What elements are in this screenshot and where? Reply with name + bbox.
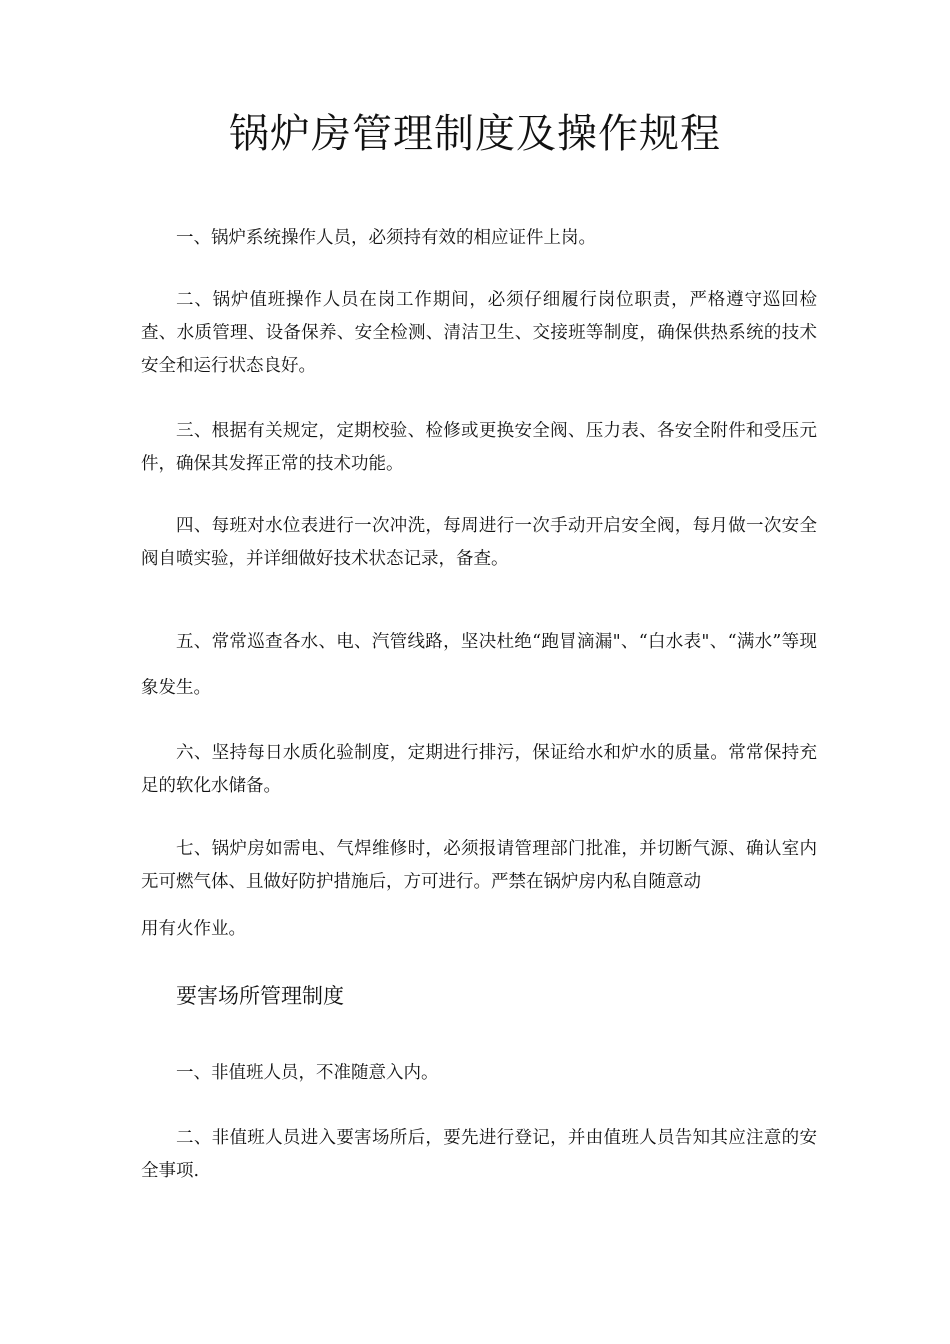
key-area-paragraph-1: 一、非值班人员，不准随意入内。 — [176, 1063, 439, 1083]
rule-paragraph-7-continued: 用有火作业。 — [141, 919, 246, 939]
rule-paragraph-3: 三、根据有关规定，定期校验、检修或更换安全阀、压力表、各安全附件和受压元件，确保其发挥正常的技术功能。 — [141, 421, 817, 474]
key-area-paragraph-2: 二、非值班人员进入要害场所后，要先进行登记，并由值班人员告知其应注意的安全事项. — [141, 1128, 817, 1181]
rule-paragraph-1: 一、锅炉系统操作人员，必须持有效的相应证件上岗。 — [176, 228, 596, 248]
rule-paragraph-7: 七、锅炉房如需电、气焊维修时，必须报请管理部门批准，并切断气源、确认室内无可燃气体、且做好防护措施后，方可进行。严禁在锅炉房内私自随意动 — [141, 839, 817, 892]
rule-paragraph-4: 四、每班对水位表进行一次冲洗，每周进行一次手动开启安全阀，每月做一次安全阀自喷实验，并详细做好技术状态记录，备查。 — [141, 516, 817, 569]
rule-paragraph-5: 五、常常巡查各水、电、汽管线路，坚决杜绝“跑冒滴漏"、“白水表"、“满水”等现象发生。 — [141, 632, 817, 698]
rule-paragraph-2: 二、锅炉值班操作人员在岗工作期间，必须仔细履行岗位职责，严格遵守巡回检查、水质管理、设备保养、安全检测、清洁卫生、交接班等制度，确保供热系统的技术安全和运行状态良好。 — [141, 290, 817, 376]
page-title: 锅炉房管理制度及操作规程 — [229, 111, 721, 157]
rule-paragraph-6: 六、坚持每日水质化验制度，定期进行排污，保证给水和炉水的质量。常常保持充足的软化水储备。 — [141, 743, 817, 796]
section-heading: 要害场所管理制度 — [176, 984, 344, 1008]
